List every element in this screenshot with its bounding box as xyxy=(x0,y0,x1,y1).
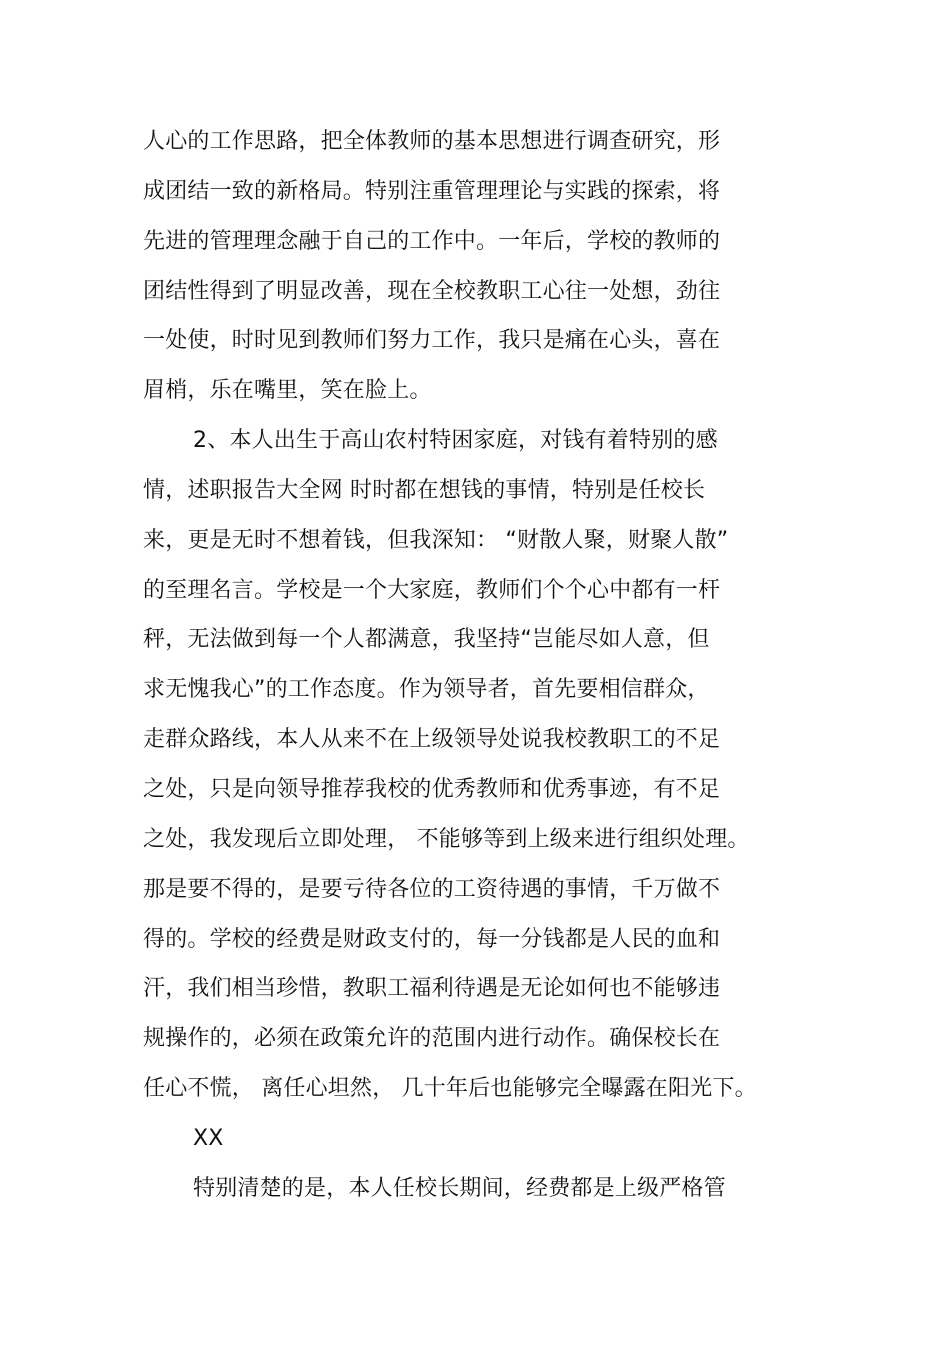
paragraph-line: 之处，我发现后立即处理， 不能够等到上级来进行组织处理。 xyxy=(143,827,750,852)
paragraph-line: 成团结一致的新格局。特别注重管理理论与实践的探索，将 xyxy=(143,179,721,204)
paragraph-line: 汗，我们相当珍惜，教职工福利待遇是无论如何也不能够违 xyxy=(143,976,721,1001)
paragraph-line: 那是要不得的，是要亏待各位的工资待遇的事情，千万做不 xyxy=(143,877,721,902)
paragraph-line: 的至理名言。学校是一个大家庭，教师们个个心中都有一杆 xyxy=(143,578,721,603)
paragraph-line: 团结性得到了明显改善，现在全校教职工心往一处想，劲往 xyxy=(143,279,721,304)
paragraph-line: 一处使，时时见到教师们努力工作，我只是痛在心头，喜在 xyxy=(143,328,721,353)
paragraph-line: 规操作的，必须在政策允许的范围内进行动作。确保校长在 xyxy=(143,1026,721,1051)
paragraph-line: 情，述职报告大全网 时时都在想钱的事情，特别是任校长 xyxy=(143,478,706,503)
paragraph-line: 走群众路线，本人从来不在上级领导处说我校教职工的不足 xyxy=(143,727,721,752)
paragraph-line: 任心不慌， 离任心坦然， 几十年后也能够完全曝露在阳光下。 xyxy=(143,1076,757,1101)
paragraph-line: 来，更是无时不想着钱，但我深知： “财散人聚，财聚人散” xyxy=(143,528,729,553)
paragraph-line: 人心的工作思路，把全体教师的基本思想进行调查研究，形 xyxy=(143,129,721,154)
paragraph-line: 秤，无法做到每一个人都满意，我坚持“岂能尽如人意，但 xyxy=(143,627,710,652)
paragraph-line: 先进的管理理念融于自己的工作中。一年后，学校的教师的 xyxy=(143,229,721,254)
paragraph-line: 求无愧我心”的工作态度。作为领导者，首先要相信群众， xyxy=(143,677,710,702)
paragraph-line: 眉梢，乐在嘴里，笑在脸上。 xyxy=(143,378,432,403)
paragraph-line: 之处，只是向领导推荐我校的优秀教师和优秀事迹，有不足 xyxy=(143,777,721,802)
paragraph-line: XX xyxy=(193,1126,224,1151)
paragraph-line: 得的。学校的经费是财政支付的，每一分钱都是人民的血和 xyxy=(143,927,721,952)
paragraph-line: 特别清楚的是，本人任校长期间，经费都是上级严格管 xyxy=(193,1176,726,1201)
paragraph-line: 2、本人出生于高山农村特困家庭，对钱有着特别的感 xyxy=(193,428,718,453)
